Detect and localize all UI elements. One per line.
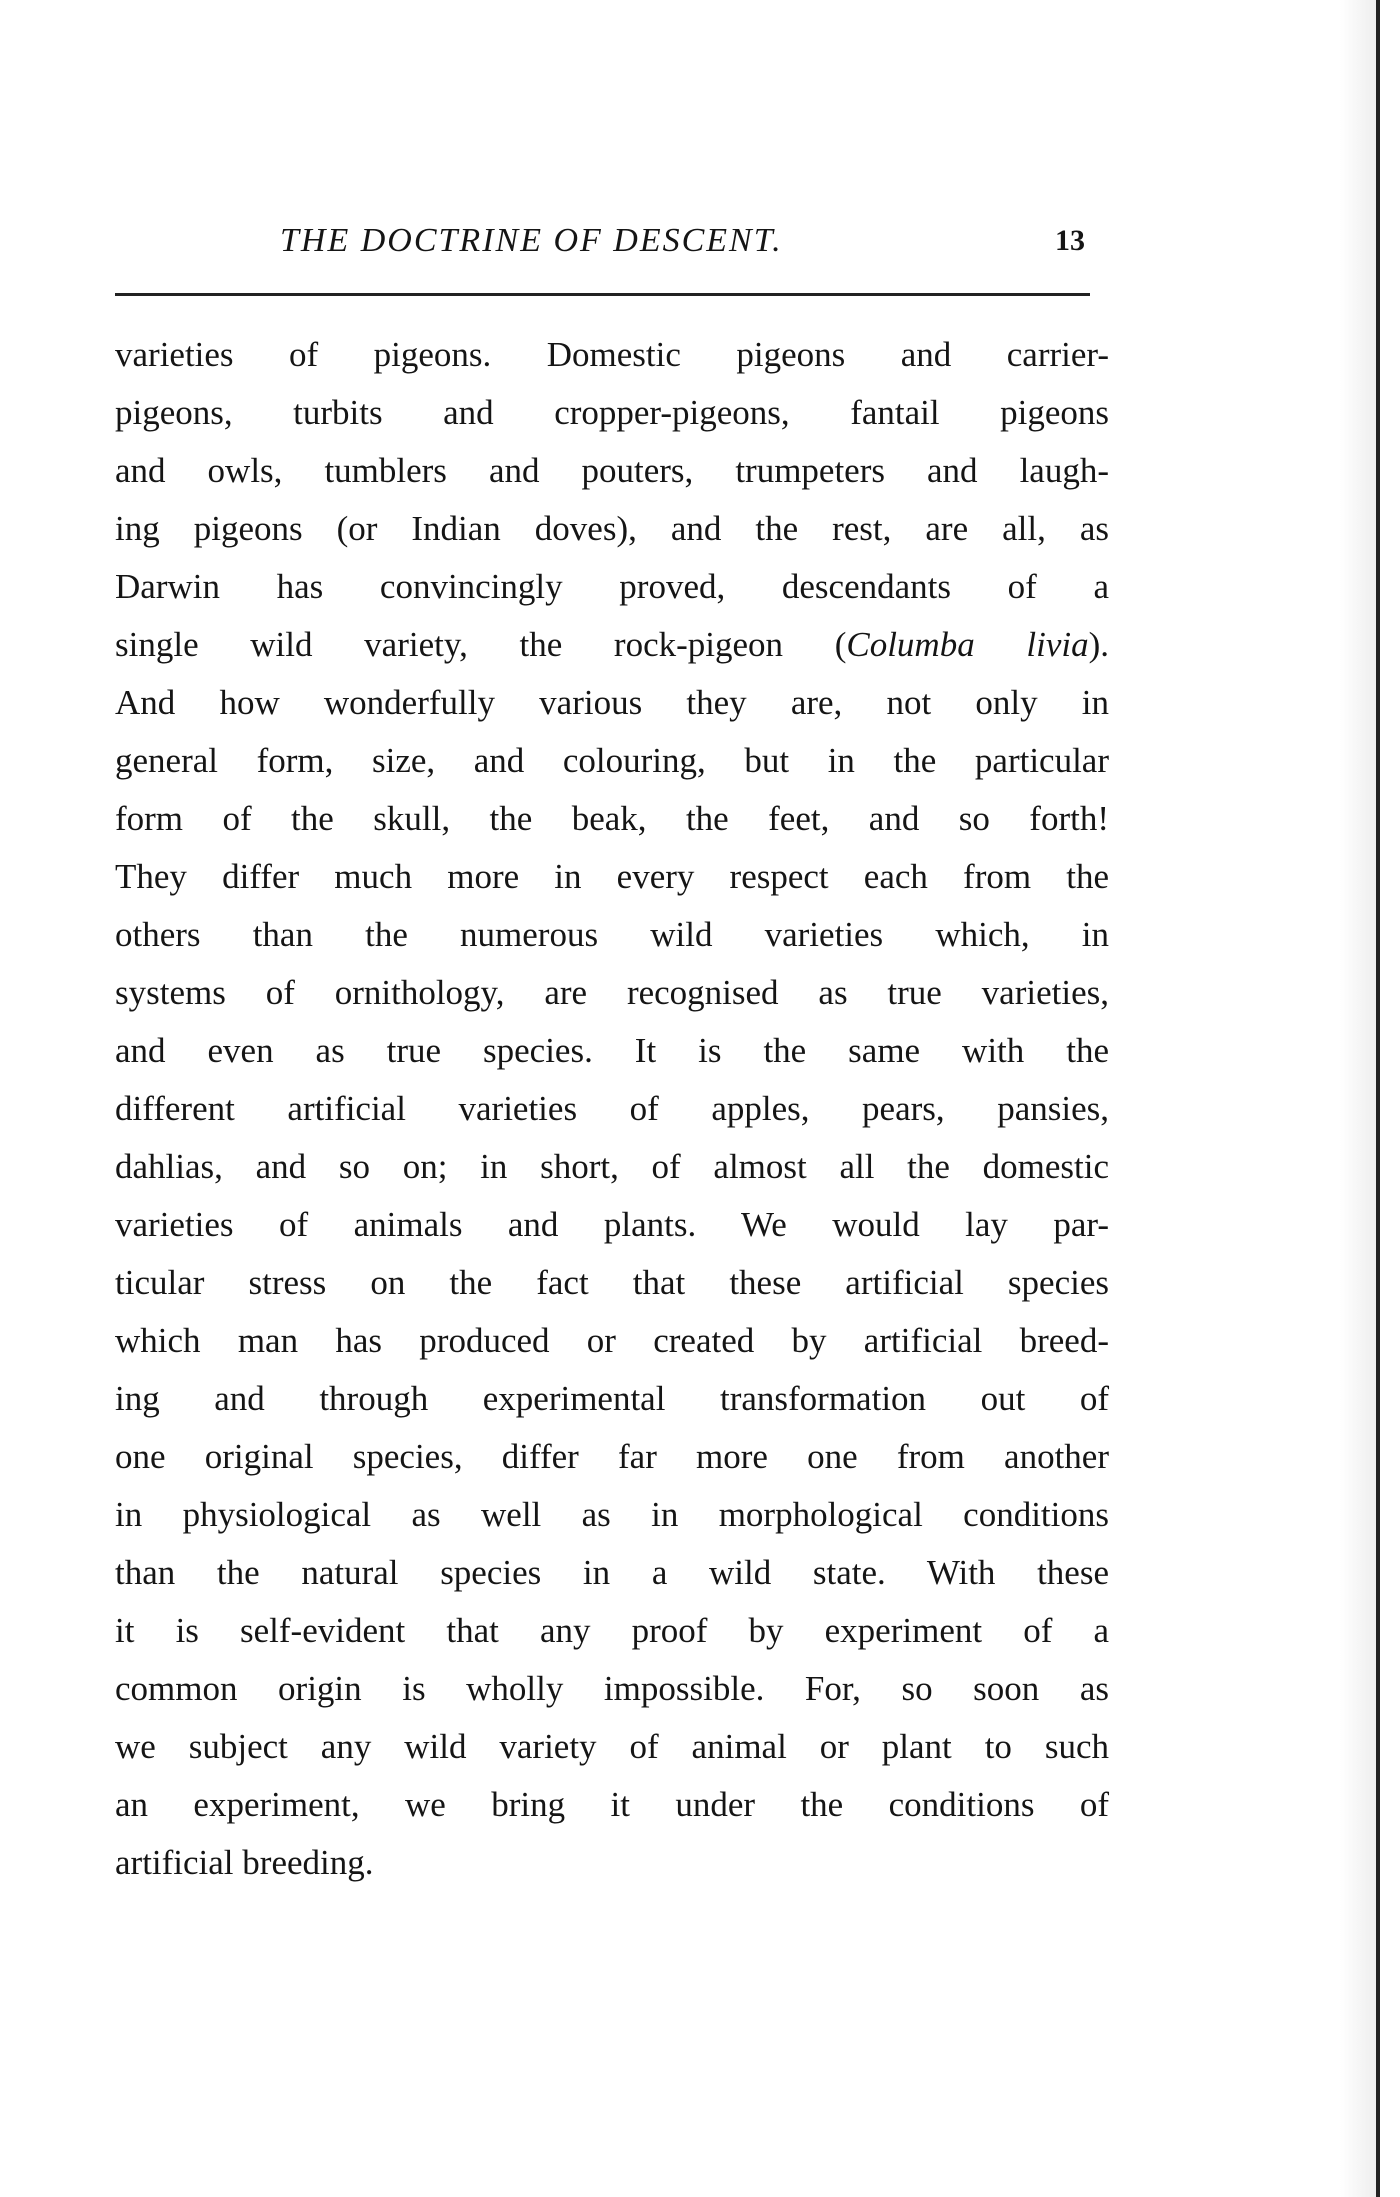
text-line: and owls, tumblers and pouters, trumpeters and laugh-	[115, 451, 1109, 490]
text-line: varieties of animals and plants. We would lay par-	[115, 1205, 1109, 1244]
text-line: pigeons, turbits and cropper-pigeons, fantail pigeons	[115, 393, 1109, 432]
text-line: artificial breeding.	[115, 1843, 374, 1882]
text-line: ing pigeons (or Indian doves), and the rest, are all, as	[115, 509, 1109, 548]
page-number: 13	[1055, 224, 1085, 257]
text-line: single wild variety, the rock-pigeon (Columba livia).	[115, 625, 1109, 664]
text-line: which man has produced or created by artificial breed-	[115, 1321, 1109, 1360]
text-line: an experiment, we bring it under the conditions of	[115, 1785, 1109, 1824]
text-line: They differ much more in every respect each from the	[115, 857, 1109, 896]
text-line: than the natural species in a wild state. With these	[115, 1553, 1109, 1592]
latin-name: Columba livia	[846, 625, 1089, 664]
text-line: dahlias, and so on; in short, of almost all the domestic	[115, 1147, 1109, 1186]
text-line: one original species, differ far more one from another	[115, 1437, 1109, 1476]
header-rule	[115, 293, 1090, 296]
page-edge-shadow	[1340, 0, 1376, 2197]
text-line: form of the skull, the beak, the feet, and so forth!	[115, 799, 1109, 838]
text-line: Darwin has convincingly proved, descendants of a	[115, 567, 1109, 606]
text-line: different artificial varieties of apples, pears, pansies,	[115, 1089, 1109, 1128]
text-line: it is self-evident that any proof by experiment of a	[115, 1611, 1109, 1650]
text-line: in physiological as well as in morphological conditions	[115, 1495, 1109, 1534]
text-line: ing and through experimental transformation out of	[115, 1379, 1109, 1418]
text-line: varieties of pigeons. Domestic pigeons and carrier-	[115, 335, 1109, 374]
text-line: others than the numerous wild varieties which, in	[115, 915, 1109, 954]
running-title: THE DOCTRINE OF DESCENT.	[280, 222, 783, 259]
page-edge	[1376, 0, 1380, 2197]
text-line: common origin is wholly impossible. For, so soon as	[115, 1669, 1109, 1708]
body-text	[115, 326, 1109, 1892]
text-line: and even as true species. It is the same with the	[115, 1031, 1109, 1070]
running-header	[115, 222, 1105, 272]
text-line: we subject any wild variety of animal or plant to such	[115, 1727, 1109, 1766]
text-line: ticular stress on the fact that these artificial species	[115, 1263, 1109, 1302]
text-line: general form, size, and colouring, but in the particular	[115, 741, 1109, 780]
text-line: And how wonderfully various they are, not only in	[115, 683, 1109, 722]
text-line: systems of ornithology, are recognised as true varieties,	[115, 973, 1109, 1012]
